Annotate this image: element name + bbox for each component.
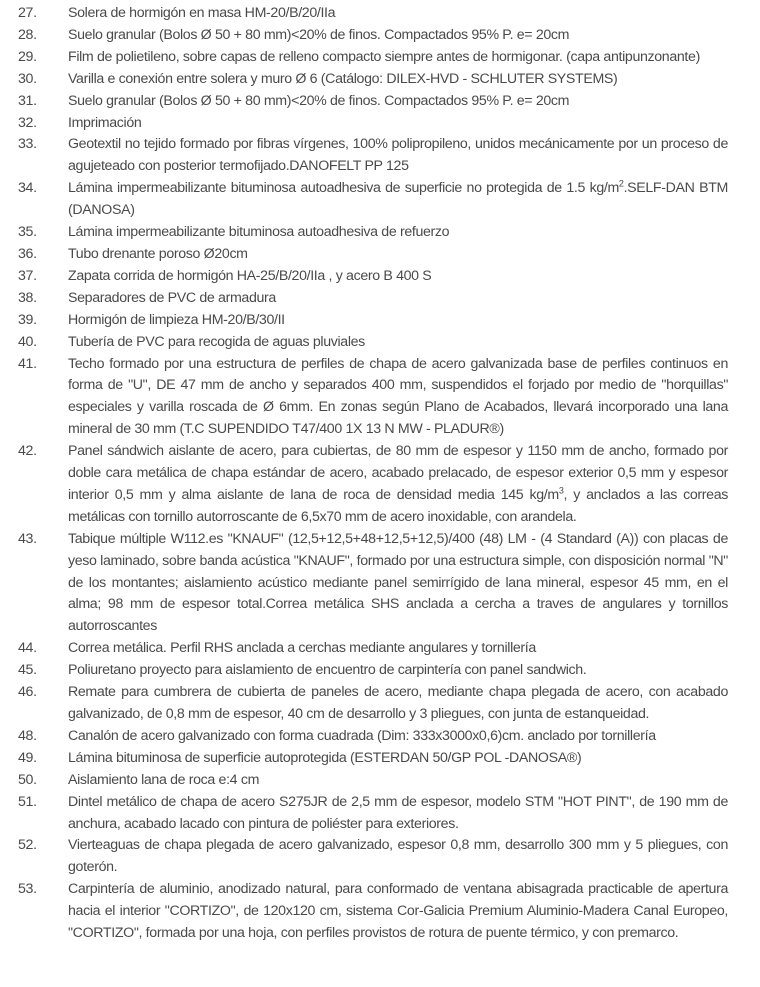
item-number: 48. [18,727,37,744]
item-number: 44. [18,640,37,657]
list-item [18,726,728,748]
list-item [18,835,728,879]
list-item [18,879,728,945]
list-item [18,441,728,529]
list-item [18,266,728,288]
list-item [18,288,728,310]
list-item [18,529,728,639]
list-item [18,47,728,69]
item-description: Canalón de acero galvanizado con forma cuadrada (Dim: 333x3000x0,6)cm. anclado por tornillería [68,727,656,744]
item-description: Separadores de PVC de armadura [68,289,276,306]
item-description: Lámina bituminosa de superficie autoprotegida (ESTERDAN 50/GP POL -DANOSA®) [68,749,582,766]
list-item [18,91,728,113]
item-description: Varilla e conexión entre solera y muro Ø 6 (Catálogo: DILEX-HVD - SCHLUTER SYSTEMS) [68,70,618,87]
item-description: Lámina impermeabilizante bituminosa autoadhesiva de refuerzo [68,224,450,241]
item-number: 29. [18,48,37,65]
item-description: Carpintería de aluminio, anodizado natural, para conformado de ventana abisagrada practicable de apertura hacia el interior "CORTIZO", de 120x120 cm, sistema Cor-Galicia Premium Aluminio-Madera Canal Europeo, "CORTIZO", formada por una hoja, con perfiles provistos de rotura de puente térmico, y con premarco. [68,881,728,942]
item-number: 30. [18,70,37,87]
item-number: 32. [18,114,37,131]
list-item [18,660,728,682]
item-description: Suelo granular (Bolos Ø 50 + 80 mm)<20% de finos. Compactados 95% P. e= 20cm [68,92,570,109]
list-item [18,638,728,660]
item-number: 37. [18,267,37,284]
construction-legend-list [18,3,728,945]
item-description: Lámina impermeabilizante bituminosa autoadhesiva de superficie no protegida de 1.5 $kg/m^2.SELF$-DAN BTM (DANOSA) [68,178,728,219]
list-item [18,354,728,442]
item-description: Zapata corrida de hormigón HA-25/B/20/IIa , y acero B 400 S [68,267,432,284]
item-number: 46. [18,684,37,701]
item-description: Dintel metálico de chapa de acero S275JR de 2,5 mm de espesor, modelo STM "HOT PINT", de 190 mm de anchura, acabado lacado con pintura de poliéster para exteriores. [68,793,728,832]
list-item [18,310,728,332]
item-description: Solera de hormigón en masa HM-20/B/20/IIa [68,5,336,21]
item-description: Correa metálica. Perfil RHS anclada a cerchas mediante angulares y tornillería [68,640,536,657]
item-description: Tubo drenante poroso Ø20cm [68,245,248,262]
list-item [18,222,728,244]
list-item [18,3,728,25]
item-number: 41. [18,355,37,372]
item-number: 42. [18,443,37,460]
item-description: Geotextil no tejido formado por fibras vírgenes, 100% polipropileno, unidos mecánicamente por un proceso de agujeteado con posterior termofijado.DANOFELT PP 125 [68,136,728,175]
item-number: 27. [18,5,37,21]
item-description: Film de polietileno, sobre capas de relleno compacto siempre antes de hormigonar. (capa antipunzonante) [68,48,700,65]
item-description: Tubería de PVC para recogida de aguas pluviales [68,333,365,350]
item-description: Techo formado por una estructura de perfiles de chapa de acero galvanizada base de perfiles continuos en forma de "U", DE 47 mm de ancho y separados 400 mm, suspendidos el forjado por medio de "horquillas" especiales y varilla roscada de Ø 6mm. En zonas según Plano de Acabados, llevará incorporado una lana mineral de 30 mm (T.C SUPENDIDO T47/400 1X 13 N MW - PLADUR®) [68,355,728,438]
item-number: 51. [18,793,37,810]
list-item [18,770,728,792]
list-item [18,178,728,222]
item-number: 53. [18,881,37,898]
list-item [18,25,728,47]
item-number: 38. [18,289,37,306]
item-description: Hormigón de limpieza HM-20/B/30/II [68,311,285,328]
list-item [18,748,728,770]
item-number: 43. [18,530,37,547]
item-description: Imprimación [68,114,142,131]
item-number: 45. [18,662,37,679]
item-number: 35. [18,224,37,241]
item-number: 50. [18,771,37,788]
item-number: 31. [18,92,37,109]
item-description: Vierteaguas de chapa plegada de acero galvanizado, espesor 0,8 mm, desarrollo 300 mm y 5 pliegues, con goterón. [68,837,728,876]
item-number: 49. [18,749,37,766]
list-item [18,682,728,726]
list-item [18,69,728,91]
item-description: Panel sándwich aislante de acero, para cubiertas, de 80 mm de espesor y 1150 mm de ancho, formado por doble cara metálica de chapa estándar de acero, acabado prelacado, de espesor exterior 0,5 mm y espesor interior 0,5 mm y alma aislante de lana de roca de densidad media 145 $kg/m^3$, y anclados a las correas metálicas con tornillo autorroscante de 6,5x70 mm de acero inoxidable, con arandela. [68,443,728,525]
item-description: Aislamiento lana de roca e:4 cm [68,771,260,788]
list-item [18,332,728,354]
item-number: 36. [18,245,37,262]
item-description: Suelo granular (Bolos Ø 50 + 80 mm)<20% de finos. Compactados 95% P. e= 20cm [68,26,570,43]
list-item [18,113,728,135]
item-number: 28. [18,26,37,43]
item-number: 52. [18,837,37,854]
item-description: Remate para cumbrera de cubierta de paneles de acero, mediante chapa plegada de acero, con acabado galvanizado, de 0,8 mm de espesor, 40 cm de desarrollo y 3 pliegues, con junta de estanqueidad. [68,684,728,722]
item-number: 33. [18,136,37,153]
item-number: 39. [18,311,37,328]
list-item [18,244,728,266]
item-description: Poliuretano proyecto para aislamiento de encuentro de carpintería con panel sandwich. [68,662,587,679]
item-number: 40. [18,333,37,350]
list-item [18,134,728,178]
list-item [18,792,728,836]
item-number: 34. [18,180,37,197]
item-description: Tabique múltiple W112.es "KNAUF" (12,5+12,5+48+12,5+12,5)/400 (48) LM - (4 Standard (A)) con placas de yeso laminado, sobre banda acústica "KNAUF", formado por una estructura simple, con disposición normal "N" de los montantes; aislamiento acústico mediante panel semirrígido de lana mineral, espesor 45 mm, en el alma; 98 mm de espesor total.Correa metálica SHS anclada a cercha a traves de angulares y tornillos autorroscantes [68,530,728,635]
